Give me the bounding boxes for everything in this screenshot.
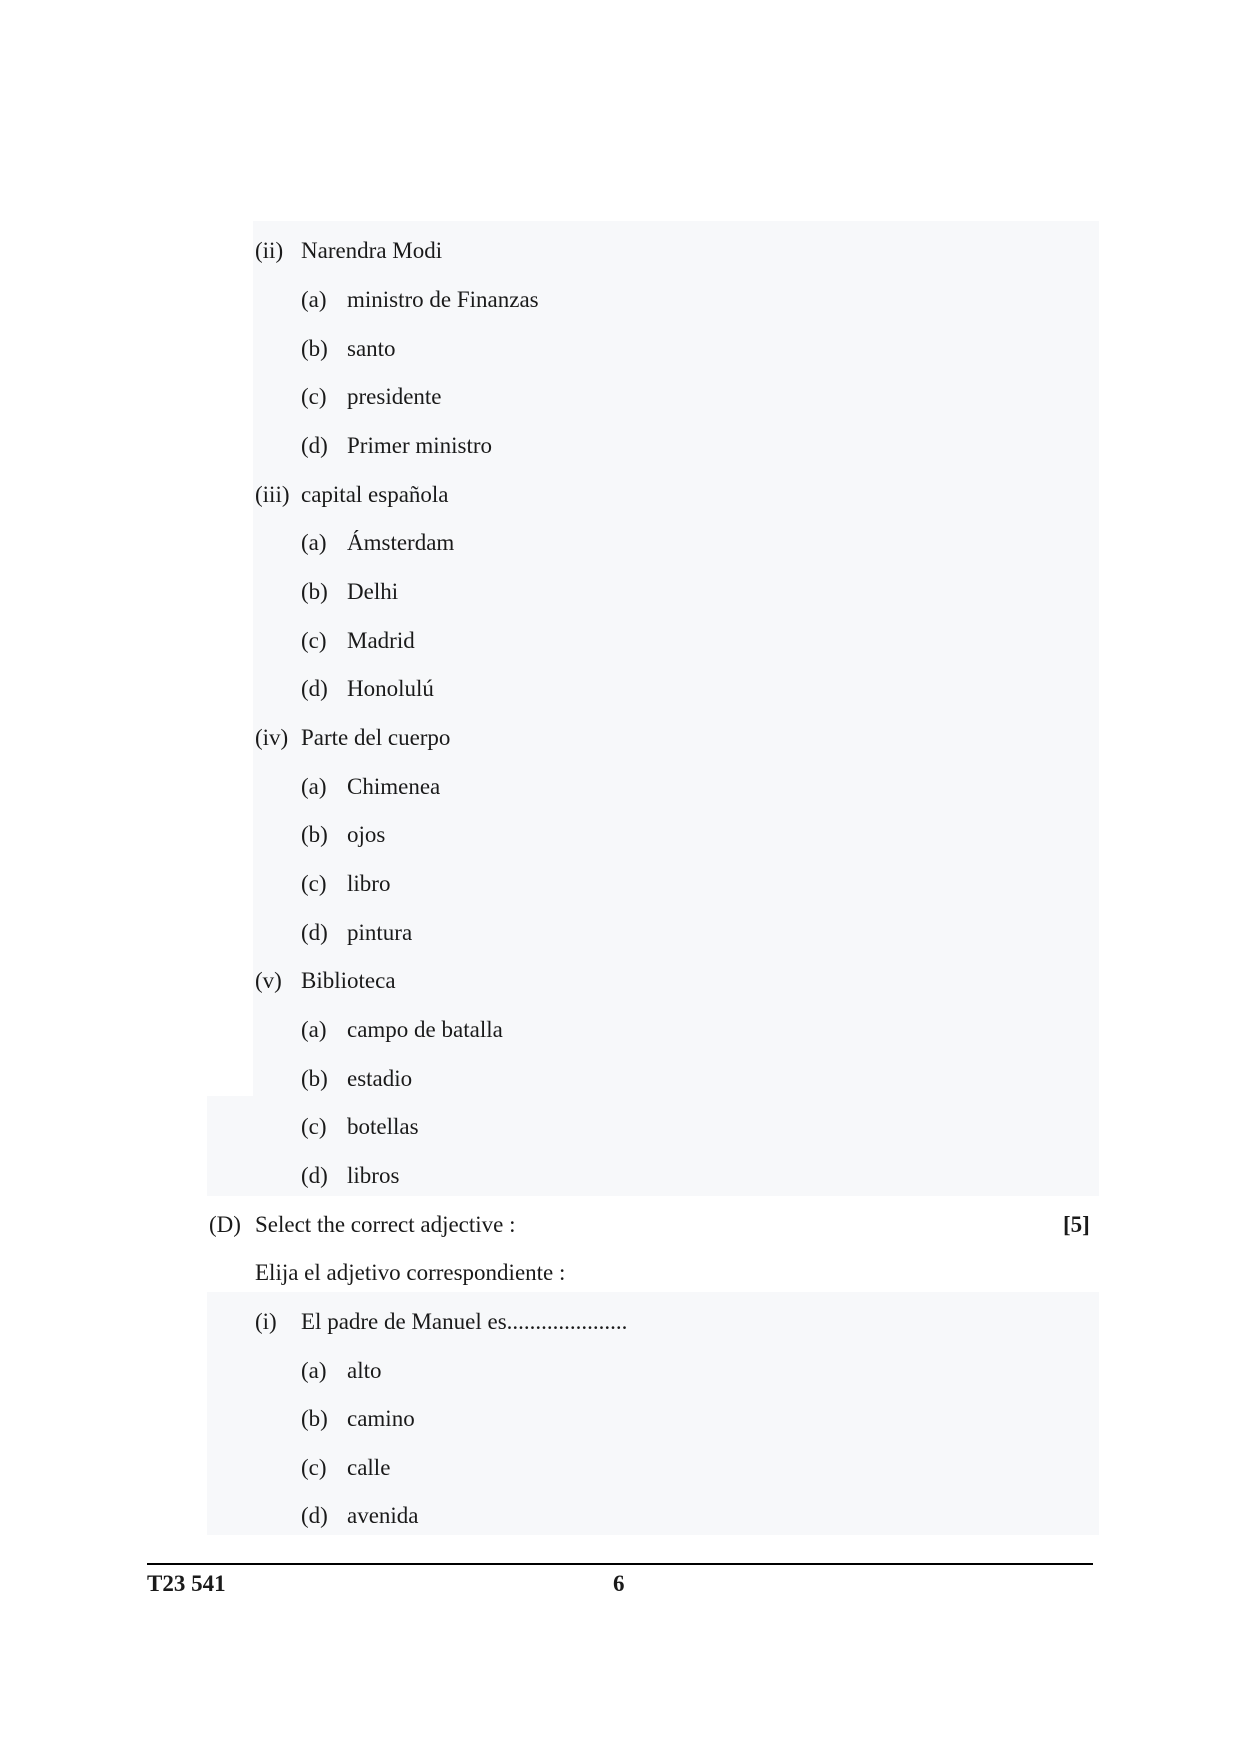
section-d-subtitle: Elija el adjetivo correspondiente : xyxy=(255,1260,566,1285)
option-label: (a) xyxy=(301,530,327,555)
question-text: Biblioteca xyxy=(301,968,396,993)
question-text: Narendra Modi xyxy=(301,238,443,263)
page-number: 6 xyxy=(613,1571,625,1596)
question-text: El padre de Manuel es..................... xyxy=(301,1309,628,1334)
option-label: (c) xyxy=(301,628,327,653)
option-label: (c) xyxy=(301,384,327,409)
option-text: Ámsterdam xyxy=(347,530,455,555)
section-title: Select the correct adjective : xyxy=(255,1212,516,1237)
option-label: (c) xyxy=(301,1455,327,1480)
option-text: Honolulú xyxy=(347,676,434,701)
option-text: alto xyxy=(347,1358,382,1383)
question-number: (ii) xyxy=(255,238,284,263)
option-text: camino xyxy=(347,1406,415,1431)
option-label: (d) xyxy=(301,920,328,945)
option-label: (c) xyxy=(301,1114,327,1139)
question-number: (v) xyxy=(255,968,282,993)
option-text: santo xyxy=(347,336,396,361)
option-label: (d) xyxy=(301,1503,328,1528)
option-text: presidente xyxy=(347,384,442,409)
option-label: (d) xyxy=(301,1163,328,1188)
option-text: Madrid xyxy=(347,628,415,653)
footer-rule xyxy=(147,1563,1093,1565)
option-label: (d) xyxy=(301,676,328,701)
option-text: Chimenea xyxy=(347,774,441,799)
option-text: avenida xyxy=(347,1503,419,1528)
option-text: ministro de Finanzas xyxy=(347,287,539,312)
option-text: ojos xyxy=(347,822,386,847)
question-number: (iv) xyxy=(255,725,289,750)
option-text: Primer ministro xyxy=(347,433,493,458)
option-label: (b) xyxy=(301,1406,328,1431)
option-label: (a) xyxy=(301,774,327,799)
section-d-marks: [5] xyxy=(1063,1212,1090,1237)
option-label: (b) xyxy=(301,336,328,361)
question-number: (i) xyxy=(255,1309,277,1334)
option-label: (c) xyxy=(301,871,327,896)
option-text: libros xyxy=(347,1163,400,1188)
question-text: Parte del cuerpo xyxy=(301,725,451,750)
option-text: pintura xyxy=(347,920,413,945)
option-text: estadio xyxy=(347,1066,413,1091)
option-text: botellas xyxy=(347,1114,419,1139)
option-label: (b) xyxy=(301,1066,328,1091)
option-label: (d) xyxy=(301,433,328,458)
footer-code: T23 541 xyxy=(147,1571,226,1596)
option-label: (b) xyxy=(301,822,328,847)
question-text: capital española xyxy=(301,482,449,507)
option-text: calle xyxy=(347,1455,391,1480)
option-label: (a) xyxy=(301,287,327,312)
option-text: Delhi xyxy=(347,579,399,604)
option-text: campo de batalla xyxy=(347,1017,503,1042)
question-number: (iii) xyxy=(255,482,290,507)
option-label: (a) xyxy=(301,1358,327,1383)
shaded-block-lower-left xyxy=(207,1096,1099,1196)
section-label: (D) xyxy=(209,1212,241,1237)
option-text: libro xyxy=(347,871,391,896)
option-label: (a) xyxy=(301,1017,327,1042)
option-label: (b) xyxy=(301,579,328,604)
